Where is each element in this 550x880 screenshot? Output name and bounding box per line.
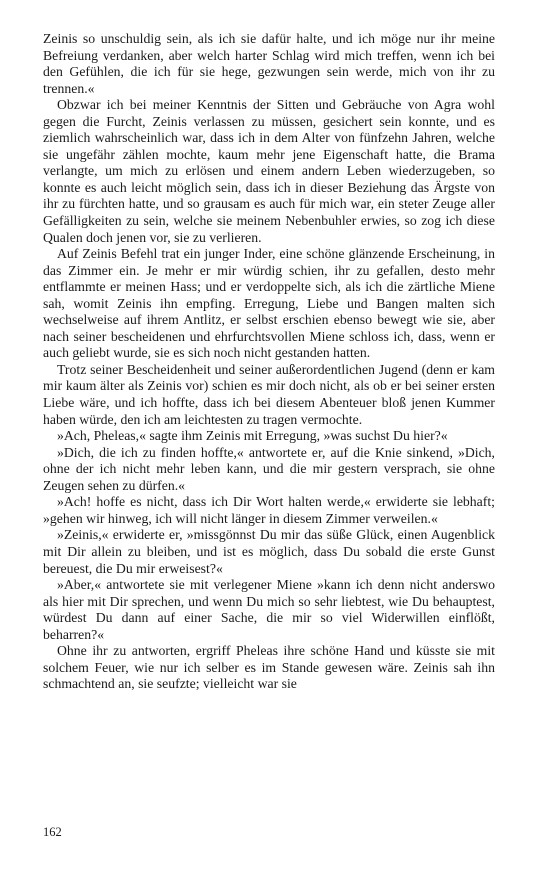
- paragraph: »Dich, die ich zu finden hoffte,« antwortete er, auf die Knie sinkend, »Dich, ohne der ich nicht mehr leben kann, und die mir gestern versprach, sie ohne Zeugen sehen zu dürfen.«: [43, 444, 495, 493]
- paragraph: Auf Zeinis Befehl trat ein junger Inder, eine schöne glänzende Erscheinung, in das Zimmer ein. Je mehr er mir würdig schien, ihr zu gefallen, desto mehr entflammte er meinen Hass; und er verdoppelte sich, als ich die zärtliche Miene sah, womit Zeinis ihn empfing. Erregung, Liebe und Bangen malten sich wechselweise auf ihrem Antlitz, er selbst erschien ebenso bewegt wie sie, aber nach seiner bescheidenen und ehrfurchtsvollen Miene schloss ich, dass, wenn er auch geliebt wurde, sie es sich noch nicht gestanden hatten.: [43, 246, 495, 361]
- paragraph: »Aber,« antwortete sie mit verlegener Miene »kann ich denn nicht anderswo als hier mit Dir sprechen, und wenn Du mich so sehr liebtest, wie Du behauptest, würdest Du dann auf einer Sache, die mir so viel Widerwillen einflößt, beharren?«: [43, 577, 495, 642]
- page-number: 162: [43, 825, 62, 839]
- paragraph: »Zeinis,« erwiderte er, »missgönnst Du mir das süße Glück, einen Augenblick mit Dir allein zu bleiben, und ist es möglich, dass Du sobald die erste Gunst bereuest, die Du mir erweisest?«: [43, 527, 495, 576]
- paragraph: Trotz seiner Bescheidenheit und seiner außerordentlichen Jugend (denn er kam mir kaum älter als Zeinis vor) schien es mir doch nicht, als ob er bei seiner ersten Liebe wäre, und ich hoffte, dass ich bei diesem Abenteuer bloß jenen Kummer haben würde, den ich am leichtesten zu tragen vermochte.: [43, 361, 495, 427]
- paragraph: Zeinis so unschuldig sein, als ich sie dafür halte, und ich möge nur ihr meine Befreiung verdanken, aber welch harter Schlag wird mich treffen, wenn ich bei den Gefühlen, die ich für sie hege, gezwungen sein werde, mich von ihr zu trennen.«: [43, 31, 495, 96]
- body-text: [43, 31, 495, 693]
- paragraph: »Ach! hoffe es nicht, dass ich Dir Wort halten werde,« erwiderte sie lebhaft; »gehen wir hinweg, ich will nicht länger in diesem Zimmer verweilen.«: [43, 494, 495, 526]
- paragraph: Ohne ihr zu antworten, ergriff Pheleas ihre schöne Hand und küsste sie mit solchem Feuer, wie nur ich selber es im Stande gewesen wäre. Zeinis sah ihn schmachtend an, sie seufzte; vielleicht war sie: [43, 643, 495, 692]
- paragraph: Obzwar ich bei meiner Kenntnis der Sitten und Gebräuche von Agra wohl gegen die Furcht, Zeinis verlassen zu müssen, gesichert sein konnte, und es ziemlich wahrscheinlich war, dass ich in dem Alter von fünfzehn Jahren, welche sie ungefähr zählen mochte, kaum mehr jene Eigenschaft hatte, die Brama verlangte, um mich zu erlösen und einem andern Leben wiederzugeben, so konnte es auch leicht möglich sein, dass ich in dieser Beziehung das Ärgste von ihr zu fürchten hatte, und so grausam es auch für mich war, ein steter Zeuge aller Gefälligkeiten zu sein, welche sie meinem Nebenbuhler erwies, so zog ich diese Qualen doch jenen vor, sie zu verlieren.: [43, 97, 495, 245]
- paragraph: »Ach, Pheleas,« sagte ihm Zeinis mit Erregung, »was suchst Du hier?«: [57, 428, 448, 444]
